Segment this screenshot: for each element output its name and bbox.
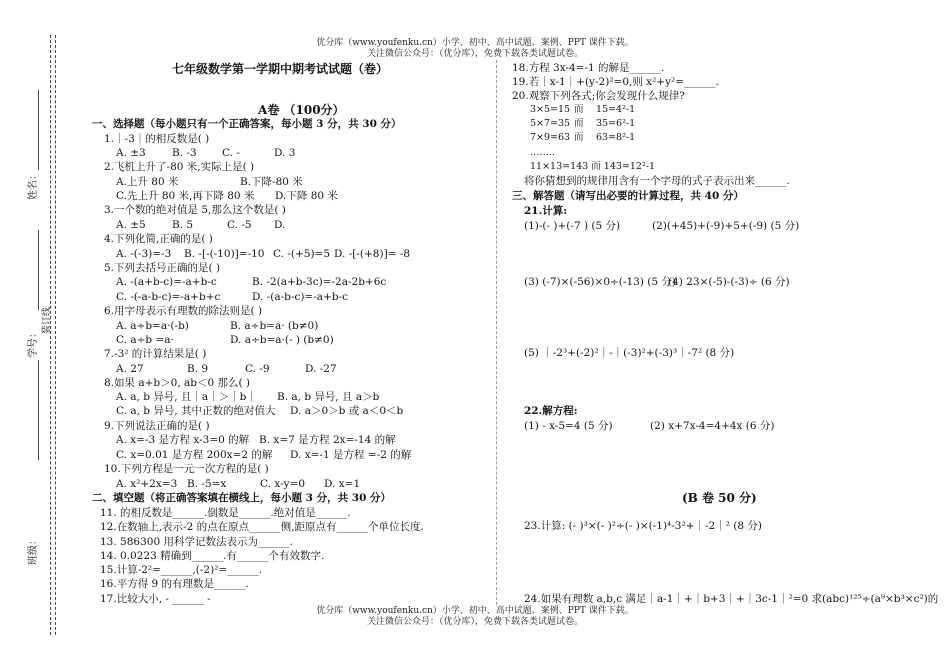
q7-option-d: D. -27 [305,363,337,375]
q9-option-d: D. x=-1 是方程 =-2 的解 [290,449,412,461]
q4-option-c: C. -(+5)=5 [273,248,331,260]
q7-option-b: B. 9 [187,363,209,375]
question-22-1: (1) - x-5=4 (5 分) [524,420,613,432]
q6-option-b: B. a÷b=a· (b≠0) [230,320,319,332]
q9-option-a: A. x=-3 是方程 x-3=0 的解 [116,434,250,446]
pattern-row-1-and: 而 [574,104,584,115]
q3-option-d: D. [274,219,286,231]
footer-line-2: 关注微信公众号：（优分库），免费下载各类试题试卷。 [366,617,583,627]
q10-option-b: B. -5=x [187,478,227,490]
question-22-2: (2) x+7x-4=4+4x (6 分) [650,420,775,432]
q2-option-a: A.上升 80 米 [116,176,179,188]
q5-option-a: A. -(a+b-c)=-a+b-c [116,276,217,288]
q4-option-a: A. -(-3)=-3 [116,248,172,260]
q5-option-c: C. -(-a-b-c)=-a+b+c [116,291,221,303]
q10-option-d: D. x=1 [324,478,361,490]
question-8: 8.如果 a+b＞0, ab＜0 那么( ) [104,377,251,389]
pattern-row-2-lhs: 5×7=35 [530,118,571,129]
q2-option-d: D.下降 80 米 [275,190,338,202]
q8-option-a: A. a, b 异号, 且｜a｜＞｜b｜ [116,391,257,403]
question-21-1: (1)-(- )+(-7 ) (5 分) [524,220,621,232]
q6-option-c: C. a÷b =a· [116,334,174,346]
question-21: 21.计算: [524,205,568,217]
q8-option-c: C. a, b 异号, 其中正数的绝对值大 [116,405,276,417]
question-21-5: (5) ｜-2³+(-2)²｜-｜(-3)²+(-3)³｜-7² (8 分) [524,347,735,359]
section-a-title: A卷 （100分） [258,103,345,117]
question-21-2: (2)(+45)+(-9)+5+(-9) (5 分) [652,220,800,232]
q6-option-a: A. a÷b=a·(-b) [116,320,189,332]
q5-option-d: D. -(a-b-c)=-a+b-c [252,291,348,303]
question-9: 9.下列说法正确的是( ) [104,420,210,432]
question-10: 10.下列方程是一元一次方程的是( ) [104,463,269,475]
question-6: 6.用字母表示有理数的除法则是( ) [104,305,263,317]
q9-option-c: C. x=0.01 是方程 200x=2 的解 [116,449,273,461]
question-5: 5.下列去括号正确的是( ) [104,262,221,274]
q8-option-d: D. a＞0＞b 或 a＜0＜b [290,405,404,417]
q1-option-d: D. 3 [274,147,296,159]
student-id-blank-line [38,230,39,310]
class-label: 班级： [28,535,39,565]
class-blank-line [38,360,39,460]
question-14: 14. 0.0223 精确到______.有______个有效数字. [100,550,325,562]
header-line-1: 优分库（www.youfenku.cn）小学、初中、高中试题、案例、PPT 课件下载。 [316,38,634,48]
binding-line-label: 装订线 [42,306,52,334]
q3-option-c: C. -5 [227,219,252,231]
q1-option-c: C. - [222,147,240,159]
pattern-last-row: 11×13=143 而 143=12²-1 [530,161,656,172]
pattern-row-3-lhs: 7×9=63 [530,132,571,143]
pattern-row-2-rhs: 35=6²-1 [596,118,636,129]
pattern-row-2-and: 而 [574,118,584,129]
question-11: 11. 的相反数是______.倒数是______.绝对值是______. [100,507,351,519]
question-18: 18.方程 3x-4=-1 的解是______. [512,62,665,74]
question-15: 15.计算-2²=______,(-2)²=______. [100,564,263,576]
question-20: 20.观察下列各式;你会发现什么规律? [512,90,685,102]
q5-option-b: B. -2(a+b-3c)=-2a-2b+6c [252,276,387,288]
q10-option-a: A. x²+2x=3 [116,478,178,490]
name-blank-line [38,90,39,170]
question-7: 7.-3² 的计算结果是( ) [104,348,207,360]
question-22: 22.解方程: [524,405,578,417]
binding-dashed-line [50,35,51,635]
q8-option-b: B. a, b 异号, 且 a＞b [277,391,380,403]
pattern-row-1-rhs: 15=4²-1 [596,104,636,115]
column-divider [496,60,497,605]
question-21-4: (4) 23×(-5)-(-3)÷ (6 分) [668,276,790,288]
q1-option-a: A. ±3 [116,147,146,159]
pattern-row-3-rhs: 63=8²-1 [596,132,636,143]
q2-option-c: C.先上升 80 米,再下降 80 米 [116,190,255,202]
footer-line-1: 优分库（www.youfenku.cn）小学、初中、高中试题、案例、PPT 课件下载。 [316,606,634,616]
pattern-ellipsis: …….. [530,147,556,158]
question-2: 2.飞机上升了-80 米,实际上是( ) [104,161,255,173]
binding-dashed-line-2 [55,35,56,635]
exam-title: 七年级数学第一学期中期考试试题（卷） [172,62,389,76]
q4-option-d: D. -[-(+8)]= -8 [334,248,411,260]
q2-option-b: B.下降-80 米 [240,176,303,188]
pattern-guess-prompt: 将你猜想到的规律用含有一个字母的式子表示出来______. [524,175,790,187]
q1-option-b: B. -3 [172,147,197,159]
question-19: 19.若｜x-1｜+(y-2)²=0,则 x²+y²=______. [512,76,719,88]
header-line-2: 关注微信公众号：（优分库），免费下载各类试题试卷。 [366,49,583,59]
question-24: 24.如果有理数 a,b,c 满足｜a-1｜+｜b+3｜+｜3c-1｜²=0 求(abc)¹²⁵÷(a⁹×b³×c²)的 [524,593,939,605]
name-label: 姓名： [28,170,39,200]
section-b-title: (B 卷 50 分) [682,491,757,505]
question-13: 13. 586300 用科学记数法表示为______. [100,536,293,548]
part-1-heading: 一、选择题（每小题只有一个正确答案，每小题 3 分，共 30 分） [92,118,402,130]
q9-option-b: B. x=7 是方程 2x=-14 的解 [259,434,396,446]
part-3-heading: 三、解答题（请写出必要的计算过程，共 40 分） [512,190,744,202]
q3-option-b: B. 5 [172,219,194,231]
question-1: 1.｜-3｜的相反数是( ) [104,133,210,145]
pattern-row-1-lhs: 3×5=15 [530,104,571,115]
q4-option-b: B. -[-(-10)]=-10 [184,248,265,260]
question-21-3: (3) (-7)×(-56)×0÷(-13) (5 分) [524,276,676,288]
q10-option-c: C. x-y=0 [260,478,306,490]
part-2-heading: 二、填空题（将正确答案填在横线上，每小题 3 分，共 30 分） [92,492,392,504]
question-3: 3.一个数的绝对值是 5,那么这个数是( ) [104,204,286,216]
pattern-row-3-and: 而 [574,132,584,143]
q6-option-d: D. a÷b=a·(- ) (b≠0) [230,334,334,346]
q7-option-a: A. 27 [116,363,144,375]
q7-option-c: C. -9 [245,363,270,375]
q3-option-a: A. ±5 [116,219,146,231]
student-id-label: 学号： [28,328,39,358]
question-12: 12.在数轴上,表示-2 的点在原点______侧,距原点有______个单位长度. [100,521,424,533]
question-4: 4.下列化简,正确的是( ) [104,233,213,245]
question-23: 23.计算: (- )³×(- )²÷(- )×(-1)⁴-3²+｜-2｜² (8 分) [524,520,762,532]
question-17: 17.比较大小, - ______ - [100,593,211,605]
question-16: 16.平方得 9 的有理数是______. [100,578,249,590]
